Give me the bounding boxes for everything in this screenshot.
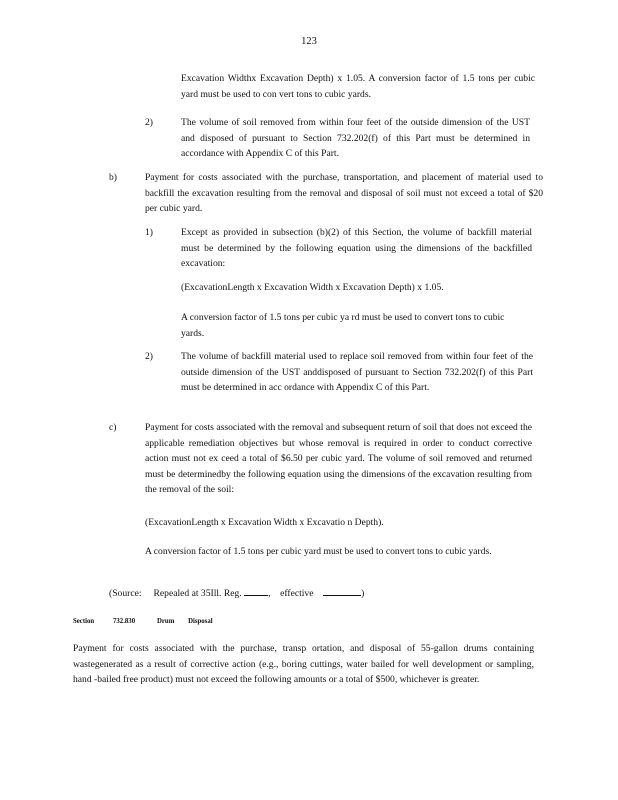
item-c-note: A conversion factor of 1.5 tons per cubic yard must be used to convert tons to cubic yards. [145, 546, 492, 557]
item-b1-text: Except as provided in subsection (b)(2) of this Section, the volume of backfill material must be determined by the following equation using the dimensions of the backfilled excavation: [181, 227, 532, 270]
section-number: 732.830 [113, 618, 136, 625]
section-title: Drum Disposal [157, 618, 213, 625]
item-c-text: Payment for costs associated with the removal and subsequent return of soil that does not exceed the applicable remediation objectives but whose removal is required in order to conduct corrective action must not ex ceed a total of $6.50 per cubic yard. The volume of soil removed and returned must be determinedby the following equation using the dimensions of the excavation resulting from the removal of the soil: [145, 422, 532, 496]
drum-disposal-paragraph: Payment for costs associated with the purchase, transp ortation, and disposal of 55-gallon drums containing wastegenerated as a result of corrective action (e.g., boring cuttings, water bailed for well development or sampling, hand -bailed free product) must not exceed the following amounts or a total of $500, whichever is greater. [73, 643, 534, 686]
item-b1-equation: (ExcavationLength x Excavation Width x Excavation Depth) x 1.05. [181, 282, 444, 293]
continued-paragraph: Excavation Widthx Excavation Depth) x 1.05. A conversion factor of 1.5 tons per cubic yard must be used to con vert tons to cubic yards. [181, 73, 535, 100]
item-b2-label: 2) [145, 351, 153, 362]
section-label: Section [73, 618, 95, 625]
item-b1-label: 1) [145, 227, 153, 238]
item-b1-note: A conversion factor of 1.5 tons per cubic ya rd must be used to convert tons to cubic yards. [181, 312, 505, 339]
item-a2-label: 2) [145, 117, 153, 128]
source-close: ) [361, 588, 365, 599]
page-number: 123 [301, 36, 317, 47]
item-b2-text: The volume of backfill material used to replace soil removed from within four feet of the outside dimension of the UST anddisposed of pursuant to Section 732.202(f) of this Part must be determined in acc ordance with Appendix C of this Part. [181, 351, 533, 394]
source-repealed: Repealed at 35Ill. Reg. [153, 588, 242, 599]
source-reg-blank [244, 586, 268, 596]
source-comma: , [268, 588, 271, 599]
source-effective: effective [280, 588, 314, 599]
source-prefix: (Source: [109, 588, 142, 599]
item-a2-text: The volume of soil removed from within four feet of the outside dimension of the UST and disposed of pursuant to Section 732.202(f) of this Part must be determined in accordance with Appendix C of this Part. [181, 117, 530, 160]
item-b-text: Payment for costs associated with the purchase, transportation, and placement of material used to backfill the excavation resulting from the removal and disposal of soil must not exceed a total of $20 per cubic yard. [145, 172, 543, 215]
source-date-blank [323, 586, 361, 596]
item-c-label: c) [109, 422, 117, 433]
item-c-equation: (ExcavationLength x Excavation Width x Excavatio n Depth). [145, 517, 384, 528]
item-b-label: b) [109, 172, 117, 183]
source-note [109, 586, 529, 602]
